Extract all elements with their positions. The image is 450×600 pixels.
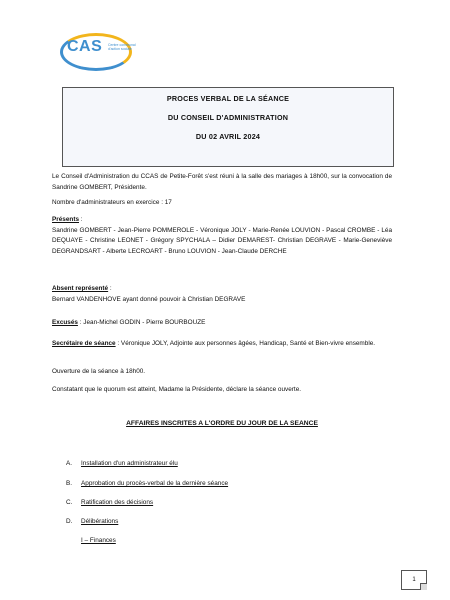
present-names: Sandrine GOMBERT - Jean-Pierre POMMEROLE - Véronique JOLY - Marie-Renée LOUVION - Pascal CROMBE - Léa DEQUAYE - Christine LEONET - Grégory SPYCHALA – Didier DEMAREST- Christian DEGRAVE - Marie-Geneviève DEGRANDSART - Alberte LECROART - Bruno LOUVION - Jean-Claude DERCHE: [52, 226, 392, 255]
agenda-title: AFFAIRES INSCRITES A L'ORDRE DU JOUR DE LA SEANCE: [126, 420, 318, 427]
secretary-names: : Véronique JOLY, Adjointe aux personnes âgées, Handicap, Santé et Bien-vivre ensemble.: [115, 340, 376, 347]
logo-tagline: Centre communal d'action sociale: [108, 43, 136, 52]
absent-section: [52, 284, 392, 305]
excused-section: [52, 318, 392, 329]
page-fold-icon: [420, 583, 427, 590]
title-line-3: DU 02 AVRIL 2024: [195, 132, 261, 141]
agenda-letter: B.: [66, 480, 73, 487]
logo-acronym: CAS: [67, 38, 103, 55]
agenda-label: Approbation du procès-verbal de la dernière séance: [81, 480, 229, 487]
absent-names: Bernard VANDENHOVE ayant donné pouvoir à Christian DEGRAVE: [52, 295, 246, 303]
agenda-subitem-label: I – Finances: [81, 537, 116, 544]
absent-label: Absent représenté: [52, 285, 109, 292]
agenda-label: Installation d'un administrateur élu: [81, 460, 178, 467]
agenda-letter: C.: [66, 499, 73, 506]
present-label: Présents: [52, 216, 79, 223]
page-number-box: [401, 570, 427, 590]
admin-count: Nombre d'administrateurs en exercice : 17: [52, 199, 172, 206]
title-box: [62, 87, 394, 167]
absent-suffix: :: [108, 285, 112, 292]
agenda-label: Délibérations: [81, 518, 119, 525]
opening-line: Ouverture de la séance à 18h00.: [52, 368, 146, 375]
present-section: [52, 215, 392, 257]
agenda-letter: D.: [66, 518, 73, 525]
secretary-label: Secrétaire de séance: [52, 340, 116, 347]
agenda-letter: A.: [66, 460, 73, 467]
secretary-section: [52, 339, 392, 350]
excused-label: Excusés: [52, 319, 78, 326]
present-suffix: :: [79, 216, 83, 223]
title-line-1: PROCES VERBAL DE LA SÉANCE: [166, 94, 290, 103]
intro-paragraph: Le Conseil d'Administration du CCAS de Petite-Forêt s'est réuni à la salle des mariages à 18h00, sur la convocation de Sandrine GOMBERT, Présidente.: [52, 173, 392, 191]
page-number: 1: [412, 577, 416, 583]
excused-names: : Jean-Michel GODIN - Pierre BOURBOUZE: [77, 319, 206, 326]
agenda-label: Ratification des décisions: [81, 499, 154, 506]
quorum-line: Constatant que le quorum est atteint, Madame la Présidente, déclare la séance ouverte.: [52, 386, 302, 393]
title-line-2: DU CONSEIL D'ADMINISTRATION: [167, 113, 289, 122]
ccas-logo: [58, 30, 158, 80]
